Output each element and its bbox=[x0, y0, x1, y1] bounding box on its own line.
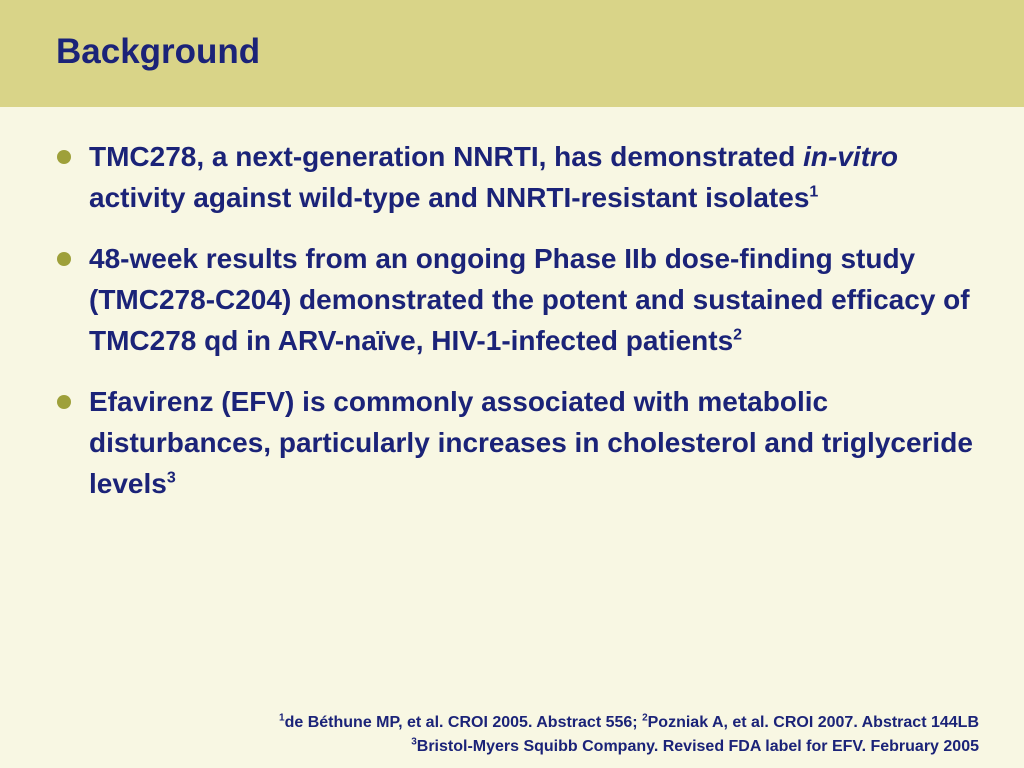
bullet-italic-text: in-vitro bbox=[803, 141, 899, 172]
reference-text: Bristol-Myers Squibb Company. Revised FDA label for EFV. February 2005 bbox=[416, 738, 979, 755]
bullet-text: 48-week results from an ongoing Phase IIb dose-finding study (TMC278-C204) demonstrated the potent and sustained efficacy of TMC278 qd in ARV-naïve, HIV-1-infected patients bbox=[89, 243, 970, 356]
bullet-item bbox=[56, 238, 976, 361]
bullet-list bbox=[56, 136, 976, 524]
reference-superscript: 1 bbox=[279, 712, 285, 724]
reference-text: Pozniak A, et al. CROI 2007. Abstract 144LB bbox=[647, 714, 979, 731]
bullet-item bbox=[56, 381, 976, 504]
bullet-text: Efavirenz (EFV) is commonly associated with metabolic disturbances, particularly increases in cholesterol and triglyceride levels bbox=[89, 386, 973, 499]
bullet-item bbox=[56, 136, 976, 218]
title-bar bbox=[0, 0, 1024, 107]
bullet-dot-icon bbox=[57, 395, 71, 409]
bullet-text: TMC278, a next-generation NNRTI, has demonstrated bbox=[89, 141, 804, 172]
bullet-dot-icon bbox=[57, 252, 71, 266]
references-footer bbox=[79, 711, 979, 759]
reference-superscript: 3 bbox=[411, 736, 417, 748]
citation-superscript: 3 bbox=[166, 469, 176, 487]
reference-line bbox=[79, 711, 979, 735]
bullet-dot-icon bbox=[57, 150, 71, 164]
reference-text: de Béthune MP, et al. CROI 2005. Abstract 556; bbox=[284, 714, 643, 731]
bullet-text: activity against wild-type and NNRTI-resistant isolates bbox=[89, 182, 810, 213]
reference-line bbox=[79, 735, 979, 759]
citation-superscript: 2 bbox=[733, 326, 743, 344]
citation-superscript: 1 bbox=[809, 183, 819, 201]
reference-superscript: 2 bbox=[642, 712, 648, 724]
slide-title: Background bbox=[56, 32, 261, 71]
